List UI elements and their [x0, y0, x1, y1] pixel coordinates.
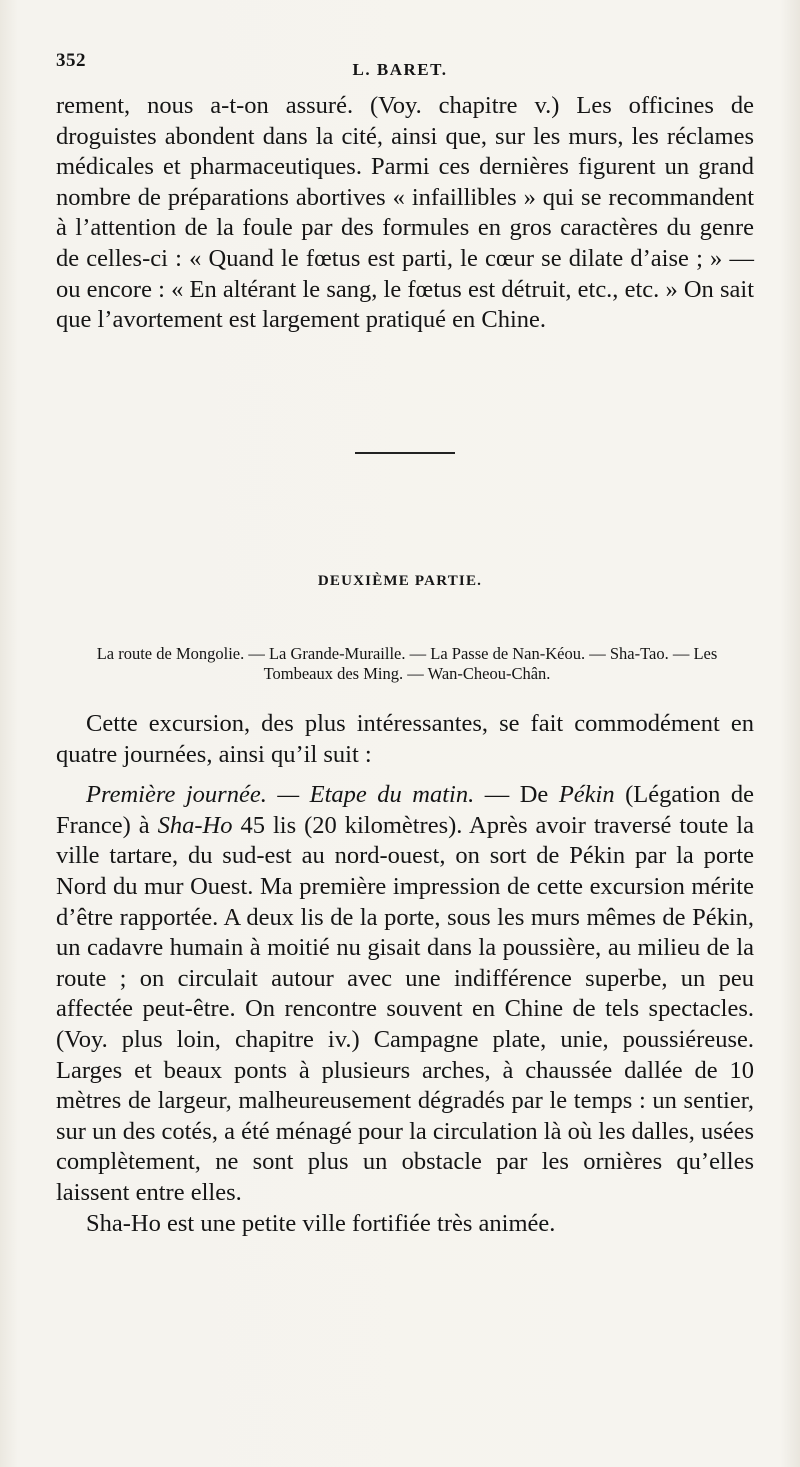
place-sha-ho: Sha-Ho [157, 811, 233, 839]
day-text-part3: 45 lis (20 kilomètres). Après avoir traversé toute la ville tartare, du sud-est au nord-ouest, on sort de Pékin par la porte Nord du mur Ouest. Ma première impression de cette excursion mérite d’être rapportée. A deux lis de la porte, sous les murs mêmes de Pékin, un cadavre humain à moitié nu gisait dans la poussière, au milieu de la route ; on circulait autour avec une indifférence superbe, un peu affectée peut-être. On rencontre souvent en Chine de tels spectacles. (Voy. plus loin, chapitre iv.) Campagne plate, unie, poussiéreuse. Larges et beaux ponts à plusieurs arches, à chaussée dallée de 10 mètres de largeur, malheureusement dégradés par le temps : un sentier, sur un des cotés, a été ménagé pour la circulation là où les dalles, usées complètement, ne sont plus un obstacle par les ornières qu’elles laissent entre elles. [56, 811, 755, 1206]
paragraph-abortion-remedies: rement, nous a-t-on assuré. (Voy. chapitre v.) Les officines de droguistes abondent dans la cité, ainsi que, sur les murs, les réclames médicales et pharmaceutiques. Parmi ces dernières figurent un grand nombre de préparations abortives « infaillibles » qui se recommandent à l’attention de la foule par des formules en gros caractères du genre de celles-ci : « Quand le fœtus est parti, le cœur se dilate d’aise ; » — ou encore : « En altérant le sang, le fœtus est détruit, etc., etc. » On sait que l’avortement est largement pratiqué en Chine. [56, 92, 754, 334]
part-title: DEUXIÈME PARTIE. [317, 573, 483, 589]
part-summary: La route de Mongolie. — La Grande-Muraille. — La Passe de Nan-Kéou. — Sha-Tao. — Les Tombeaux des Ming. — Wan-Cheou-Chân. [96, 644, 718, 683]
page-number: 352 [56, 50, 86, 71]
paragraph-intro: Cette excursion, des plus intéressantes, se fait commodément en quatre journées, ainsi qu’il suit : [56, 710, 754, 768]
section-divider [355, 452, 455, 454]
paragraph-first-day [56, 780, 754, 1208]
day-text-part1: — De [474, 781, 559, 809]
day-heading: Première journée. — Etape du matin. [86, 781, 475, 809]
second-part-text-block [56, 709, 754, 1239]
place-pekin: Pékin [558, 781, 615, 809]
paragraph-sha-ho: Sha-Ho est une petite ville fortifiée très animée. [86, 1209, 556, 1237]
day-text-part2: (Légation de France) à [56, 781, 754, 839]
running-head: L. BARET. [352, 60, 448, 79]
opening-text-block [56, 91, 754, 336]
